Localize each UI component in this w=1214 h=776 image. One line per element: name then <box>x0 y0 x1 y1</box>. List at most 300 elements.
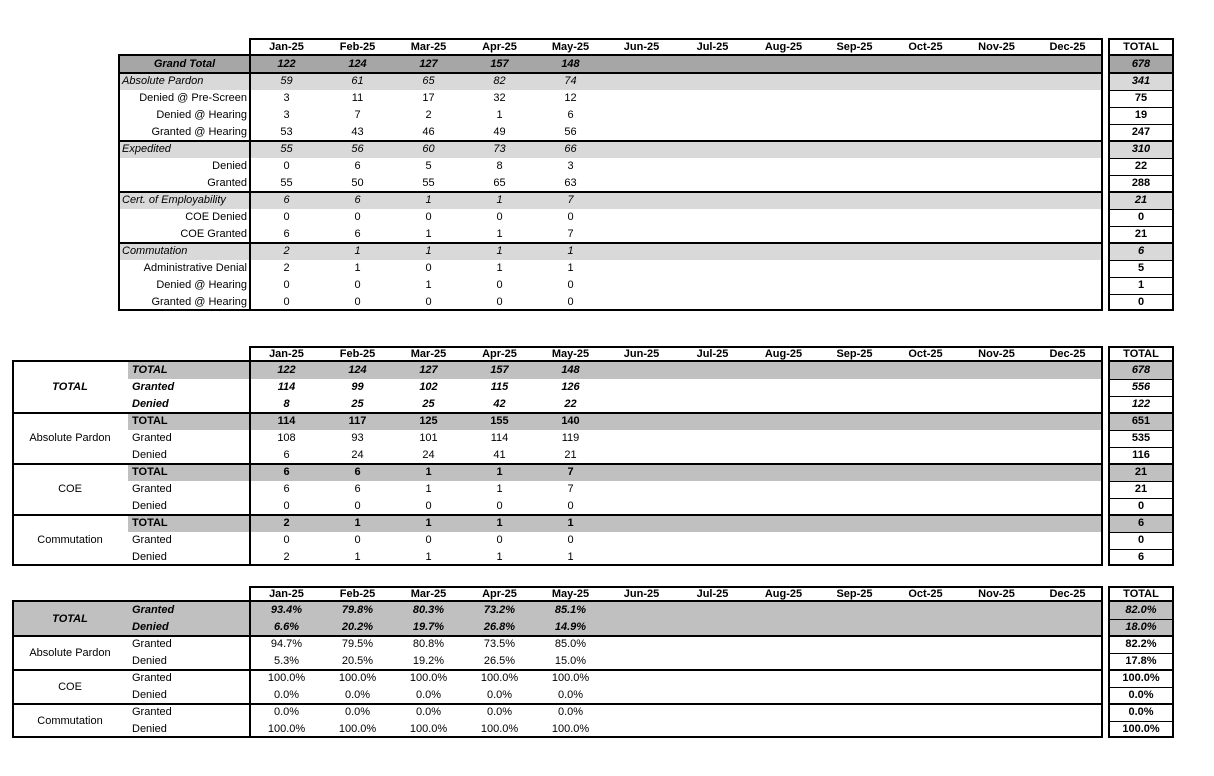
total-cell: 21 <box>1134 483 1148 495</box>
value-cell: 21 <box>564 449 577 461</box>
value-cell: 0.0% <box>486 689 513 701</box>
value-cell: 100.0% <box>409 672 448 684</box>
table-border <box>1108 687 1174 688</box>
value-cell <box>961 636 1032 653</box>
value-cell <box>748 243 819 260</box>
value-cell <box>890 226 961 243</box>
value-cell <box>748 619 819 636</box>
table-border <box>1108 346 1174 348</box>
table-border <box>1108 586 1174 588</box>
value-cell: 2 <box>283 517 290 529</box>
value-cell <box>961 141 1032 158</box>
value-cell <box>890 141 961 158</box>
table-border <box>118 191 1103 193</box>
value-cell <box>748 192 819 209</box>
value-cell <box>961 362 1032 379</box>
table-border <box>12 412 1103 414</box>
value-cell <box>890 464 961 481</box>
value-cell: 1 <box>496 483 503 495</box>
total-cell: 310 <box>1131 143 1151 155</box>
value-cell <box>677 653 748 670</box>
value-cell: 43 <box>351 126 364 138</box>
table-border <box>1172 38 1174 311</box>
value-cell <box>677 362 748 379</box>
value-cell <box>890 56 961 73</box>
row-label: Denied <box>132 689 167 701</box>
value-cell <box>677 107 748 124</box>
table-border <box>1108 209 1174 210</box>
table-border <box>1108 549 1174 550</box>
value-cell: 22 <box>564 398 577 410</box>
table-border <box>251 346 1103 348</box>
value-cell: 6 <box>354 483 361 495</box>
value-cell: 1 <box>354 517 361 529</box>
value-cell <box>890 396 961 413</box>
column-header-month: Jul-25 <box>696 587 729 600</box>
value-cell: 0 <box>496 296 503 308</box>
value-cell: 55 <box>422 177 435 189</box>
total-cell: 0 <box>1137 500 1145 512</box>
value-cell: 1 <box>354 245 361 257</box>
value-cell: 25 <box>351 398 364 410</box>
value-cell: 148 <box>561 364 580 376</box>
value-cell <box>819 277 890 294</box>
value-cell: 63 <box>564 177 577 189</box>
total-cell: 651 <box>1131 415 1151 427</box>
value-cell <box>677 704 748 721</box>
value-cell <box>606 687 677 704</box>
value-cell <box>1032 430 1103 447</box>
total-cell: 678 <box>1131 58 1151 70</box>
table-border <box>1108 140 1174 142</box>
value-cell: 0 <box>283 279 290 291</box>
value-cell <box>606 447 677 464</box>
value-cell: 2 <box>425 109 432 121</box>
value-cell: 6.6% <box>273 621 300 633</box>
value-cell <box>819 141 890 158</box>
table-border <box>1108 90 1174 91</box>
row-label: Denied <box>132 449 167 461</box>
value-cell <box>677 379 748 396</box>
value-cell: 0 <box>354 279 361 291</box>
value-cell <box>748 124 819 141</box>
value-cell: 41 <box>493 449 506 461</box>
value-cell: 73.2% <box>483 604 516 616</box>
value-cell: 3 <box>283 92 290 104</box>
value-cell: 0 <box>354 534 361 546</box>
table-border <box>12 600 1103 602</box>
value-cell: 6 <box>354 160 361 172</box>
value-cell: 1 <box>354 551 361 563</box>
table-border <box>1108 38 1174 40</box>
value-cell: 79.5% <box>341 638 374 650</box>
value-cell <box>890 636 961 653</box>
value-cell <box>606 107 677 124</box>
value-cell: 73 <box>493 143 506 155</box>
total-cell: 6 <box>1137 551 1145 563</box>
value-cell: 0.0% <box>486 706 513 718</box>
group-label: TOTAL <box>52 381 88 393</box>
value-cell: 0 <box>567 279 574 291</box>
value-cell <box>677 243 748 260</box>
value-cell <box>748 260 819 277</box>
value-cell <box>1032 379 1103 396</box>
value-cell <box>748 430 819 447</box>
value-cell <box>606 704 677 721</box>
value-cell <box>677 413 748 430</box>
value-cell <box>961 532 1032 549</box>
table-border <box>1108 294 1174 295</box>
value-cell <box>748 687 819 704</box>
value-cell <box>1032 413 1103 430</box>
value-cell <box>890 430 961 447</box>
value-cell <box>748 498 819 515</box>
value-cell: 0 <box>425 262 432 274</box>
value-cell: 1 <box>425 228 432 240</box>
value-cell <box>748 73 819 90</box>
value-cell <box>1032 362 1103 379</box>
value-cell <box>748 175 819 192</box>
value-cell <box>819 619 890 636</box>
value-cell: 1 <box>567 517 574 529</box>
column-header-month: Sep-25 <box>836 347 873 360</box>
total-cell: 678 <box>1131 364 1151 376</box>
row-label: Denied @ Hearing <box>156 279 247 291</box>
value-cell <box>890 158 961 175</box>
value-cell <box>748 90 819 107</box>
value-cell <box>961 379 1032 396</box>
total-cell: 556 <box>1131 381 1151 393</box>
value-cell <box>606 396 677 413</box>
value-cell <box>819 379 890 396</box>
category-percentages-table <box>12 586 1174 738</box>
value-cell: 108 <box>277 432 296 444</box>
value-cell: 85.1% <box>554 604 587 616</box>
table-border <box>12 703 1103 705</box>
value-cell <box>961 175 1032 192</box>
value-cell: 80.8% <box>412 638 445 650</box>
table-border <box>1108 721 1174 722</box>
value-cell <box>819 602 890 619</box>
value-cell <box>819 687 890 704</box>
table-border <box>1108 277 1174 278</box>
value-cell <box>819 498 890 515</box>
value-cell <box>819 192 890 209</box>
value-cell <box>677 90 748 107</box>
value-cell <box>606 56 677 73</box>
table-border <box>1108 430 1174 431</box>
value-cell: 1 <box>496 109 503 121</box>
table-border <box>12 669 1103 671</box>
value-cell: 0 <box>567 296 574 308</box>
total-cell: 0.0% <box>1128 706 1154 718</box>
value-cell <box>677 498 748 515</box>
value-cell <box>890 498 961 515</box>
value-cell <box>677 619 748 636</box>
table-border <box>1101 346 1103 566</box>
table-border <box>12 360 14 566</box>
value-cell <box>677 532 748 549</box>
value-cell: 102 <box>419 381 438 393</box>
total-cell: 535 <box>1131 432 1151 444</box>
value-cell <box>677 464 748 481</box>
table-border <box>1108 226 1174 227</box>
table-border <box>1108 158 1174 159</box>
column-header-month: Aug-25 <box>764 587 803 600</box>
value-cell: 99 <box>351 381 364 393</box>
value-cell <box>819 653 890 670</box>
value-cell <box>1032 396 1103 413</box>
table-border <box>1108 124 1174 125</box>
value-cell: 100.0% <box>551 672 590 684</box>
value-cell: 100.0% <box>409 723 448 735</box>
value-cell <box>677 158 748 175</box>
value-cell: 80.3% <box>412 604 445 616</box>
value-cell <box>961 481 1032 498</box>
table-border <box>118 72 1103 74</box>
value-cell: 14.9% <box>554 621 587 633</box>
value-cell: 1 <box>425 245 432 257</box>
value-cell <box>890 175 961 192</box>
value-cell: 1 <box>425 517 432 529</box>
value-cell <box>748 653 819 670</box>
value-cell: 0 <box>354 211 361 223</box>
value-cell <box>1032 124 1103 141</box>
value-cell: 1 <box>354 262 361 274</box>
value-cell: 1 <box>567 262 574 274</box>
value-cell <box>1032 226 1103 243</box>
value-cell <box>606 90 677 107</box>
value-cell <box>677 124 748 141</box>
row-label: TOTAL <box>132 364 168 376</box>
value-cell <box>748 226 819 243</box>
value-cell <box>677 73 748 90</box>
table-border <box>1108 703 1174 705</box>
value-cell: 119 <box>561 432 580 444</box>
column-header-month: Sep-25 <box>836 587 873 600</box>
table-border <box>118 309 1103 311</box>
value-cell <box>819 124 890 141</box>
table-border <box>1108 447 1174 448</box>
value-cell: 2 <box>283 551 290 563</box>
total-cell: 1 <box>1137 279 1145 291</box>
value-cell: 93.4% <box>270 604 303 616</box>
value-cell <box>748 670 819 687</box>
value-cell <box>819 107 890 124</box>
value-cell <box>961 192 1032 209</box>
value-cell: 7 <box>354 109 361 121</box>
value-cell <box>819 396 890 413</box>
value-cell: 0 <box>496 279 503 291</box>
value-cell: 65 <box>422 75 435 87</box>
table-border <box>1108 72 1174 74</box>
table-border <box>12 635 1103 637</box>
table-border <box>1108 600 1174 602</box>
table-border <box>1108 669 1174 671</box>
value-cell <box>606 260 677 277</box>
row-label: Cert. of Employability <box>122 194 226 206</box>
value-cell <box>819 670 890 687</box>
value-cell: 6 <box>283 466 290 478</box>
value-cell: 1 <box>496 517 503 529</box>
column-header-month: Mar-25 <box>410 587 447 600</box>
value-cell: 114 <box>277 381 296 393</box>
value-cell: 0 <box>496 534 503 546</box>
value-cell <box>606 670 677 687</box>
value-cell: 32 <box>493 92 506 104</box>
value-cell <box>606 498 677 515</box>
value-cell <box>677 602 748 619</box>
value-cell <box>748 515 819 532</box>
value-cell <box>748 532 819 549</box>
group-label: Commutation <box>37 534 103 546</box>
value-cell: 1 <box>425 551 432 563</box>
value-cell <box>961 260 1032 277</box>
value-cell: 100.0% <box>551 723 590 735</box>
value-cell <box>819 90 890 107</box>
value-cell: 11 <box>351 92 364 104</box>
table-border <box>1108 736 1174 738</box>
value-cell <box>890 602 961 619</box>
total-cell: 0 <box>1137 296 1145 308</box>
value-cell <box>1032 636 1103 653</box>
value-cell: 157 <box>490 364 509 376</box>
value-cell <box>819 447 890 464</box>
value-cell: 122 <box>277 58 296 70</box>
value-cell <box>677 481 748 498</box>
value-cell <box>677 430 748 447</box>
value-cell <box>819 260 890 277</box>
value-cell <box>606 619 677 636</box>
table-border <box>1108 191 1174 193</box>
value-cell <box>677 515 748 532</box>
total-cell: 6 <box>1137 517 1145 529</box>
value-cell <box>961 653 1032 670</box>
value-cell <box>961 124 1032 141</box>
value-cell <box>961 670 1032 687</box>
value-cell <box>890 260 961 277</box>
column-header-month: Jul-25 <box>696 347 729 360</box>
value-cell: 124 <box>348 364 367 376</box>
value-cell: 73.5% <box>483 638 516 650</box>
value-cell <box>1032 602 1103 619</box>
value-cell <box>961 396 1032 413</box>
value-cell <box>677 56 748 73</box>
value-cell <box>961 464 1032 481</box>
row-label: Granted <box>132 672 172 684</box>
value-cell <box>819 515 890 532</box>
column-header-month: Apr-25 <box>482 347 517 360</box>
value-cell <box>890 704 961 721</box>
value-cell <box>1032 141 1103 158</box>
row-label: Denied <box>132 398 169 410</box>
total-cell: 122 <box>1131 398 1151 410</box>
table-border <box>1108 653 1174 654</box>
value-cell <box>961 619 1032 636</box>
value-cell <box>1032 447 1103 464</box>
monthly-breakdown-table <box>118 38 1174 311</box>
value-cell: 0.0% <box>557 706 584 718</box>
value-cell <box>961 515 1032 532</box>
value-cell <box>748 481 819 498</box>
row-label: Granted <box>132 483 172 495</box>
value-cell <box>890 277 961 294</box>
value-cell <box>606 209 677 226</box>
group-label: COE <box>58 680 82 693</box>
value-cell <box>748 277 819 294</box>
value-cell <box>748 704 819 721</box>
value-cell <box>677 175 748 192</box>
total-cell: 21 <box>1134 466 1148 478</box>
column-header-month: Sep-25 <box>836 40 873 53</box>
value-cell: 7 <box>567 228 574 240</box>
value-cell: 15.0% <box>554 655 587 667</box>
value-cell: 3 <box>283 109 290 121</box>
column-header-month: Jun-25 <box>623 587 660 600</box>
column-header-month: Jun-25 <box>623 40 660 53</box>
table-border <box>118 54 1103 56</box>
total-cell: 17.8% <box>1125 655 1157 667</box>
table-border <box>1108 309 1174 311</box>
value-cell <box>1032 464 1103 481</box>
value-cell: 126 <box>561 381 580 393</box>
value-cell <box>1032 90 1103 107</box>
table-border <box>251 586 1103 588</box>
value-cell: 59 <box>280 75 293 87</box>
value-cell: 155 <box>490 415 509 427</box>
value-cell: 101 <box>419 432 438 444</box>
value-cell <box>819 704 890 721</box>
value-cell: 61 <box>351 75 364 87</box>
group-label: Absolute Pardon <box>29 646 111 659</box>
row-label: COE Granted <box>180 228 247 240</box>
table-border <box>1108 532 1174 533</box>
value-cell: 0.0% <box>344 689 371 701</box>
value-cell <box>748 158 819 175</box>
value-cell <box>606 226 677 243</box>
value-cell <box>606 430 677 447</box>
value-cell <box>1032 158 1103 175</box>
value-cell <box>961 90 1032 107</box>
value-cell: 1 <box>425 279 432 291</box>
value-cell: 26.8% <box>483 621 516 633</box>
value-cell: 0 <box>283 211 290 223</box>
value-cell <box>677 209 748 226</box>
value-cell: 55 <box>280 177 293 189</box>
value-cell: 55 <box>280 143 293 155</box>
row-label: COE Denied <box>185 211 247 223</box>
value-cell <box>890 447 961 464</box>
value-cell: 0 <box>496 500 503 512</box>
column-header-month: Nov-25 <box>978 40 1015 53</box>
value-cell: 53 <box>280 126 293 138</box>
value-cell: 1 <box>425 194 432 206</box>
table-border <box>1108 107 1174 108</box>
value-cell <box>606 464 677 481</box>
table-border <box>1108 586 1110 738</box>
table-border <box>1108 260 1174 261</box>
value-cell <box>819 532 890 549</box>
total-cell: 82.0% <box>1125 604 1157 616</box>
value-cell: 26.5% <box>483 655 516 667</box>
value-cell <box>1032 175 1103 192</box>
value-cell <box>606 379 677 396</box>
value-cell: 5.3% <box>273 655 300 667</box>
row-label: Absolute Pardon <box>122 75 204 87</box>
value-cell: 127 <box>419 364 438 376</box>
value-cell <box>890 362 961 379</box>
column-header-month: Apr-25 <box>482 40 517 53</box>
